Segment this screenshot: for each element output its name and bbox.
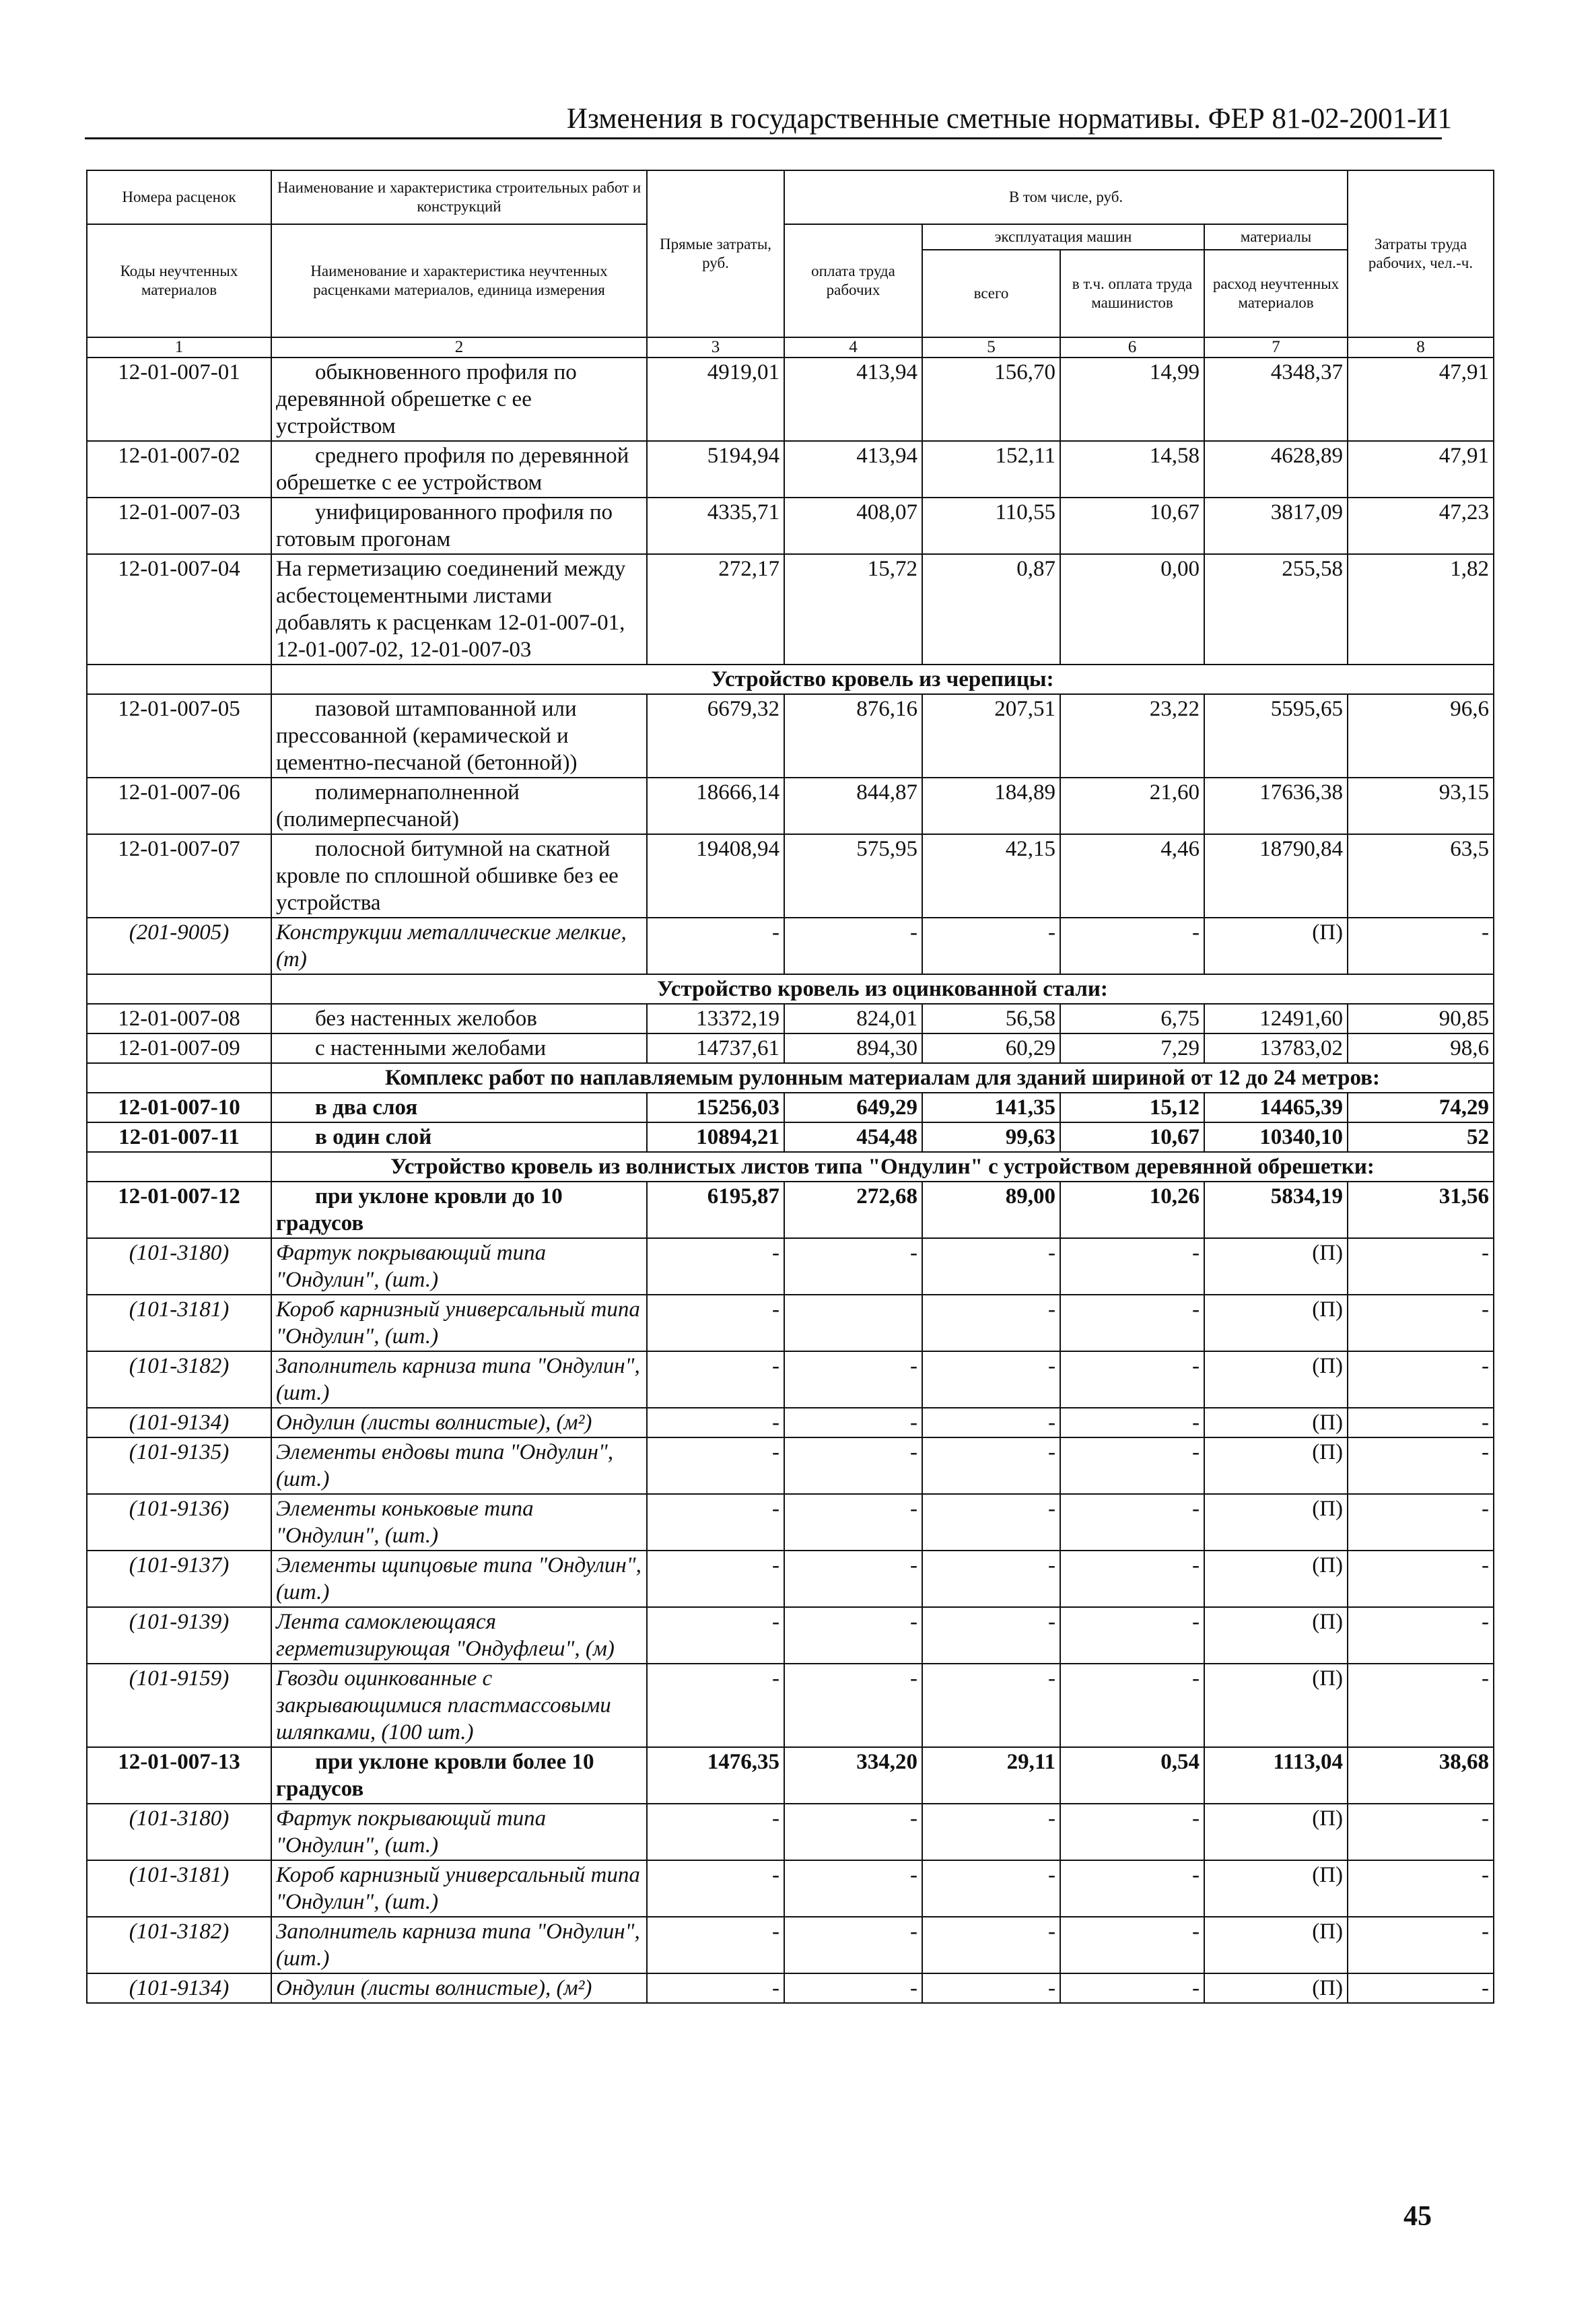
materials-value: 10340,10: [1204, 1122, 1348, 1152]
material-code: (101-9137): [87, 1551, 271, 1607]
direct-costs-value: 14737,61: [647, 1033, 784, 1063]
direct-costs-value: 5194,94: [647, 441, 784, 498]
machine-total-value: -: [922, 1551, 1060, 1607]
header-machinists-pay: в т.ч. оплата труда машинистов: [1060, 250, 1204, 337]
materials-value: (П): [1204, 1860, 1348, 1917]
material-name: Заполнитель карниза типа "Ондулин", (шт.): [271, 1917, 647, 1973]
labor-pay-value: -: [784, 1494, 922, 1551]
material-code: (101-9139): [87, 1607, 271, 1664]
labor-costs-value: 93,15: [1348, 778, 1494, 834]
machinists-pay-value: -: [1060, 1295, 1204, 1351]
rate-code: 12-01-007-12: [87, 1182, 271, 1238]
machine-total-value: 152,11: [922, 441, 1060, 498]
machine-total-value: -: [922, 1973, 1060, 2003]
machinists-pay-value: -: [1060, 1664, 1204, 1747]
material-code: (101-9134): [87, 1973, 271, 2003]
materials-value: 255,58: [1204, 554, 1348, 665]
labor-costs-value: -: [1348, 1664, 1494, 1747]
machinists-pay-value: -: [1060, 1494, 1204, 1551]
material-row: [87, 1607, 1494, 1664]
rate-code: 12-01-007-06: [87, 778, 271, 834]
column-number: 1: [87, 337, 271, 358]
direct-costs-value: 1476,35: [647, 1747, 784, 1804]
machinists-pay-value: -: [1060, 1437, 1204, 1494]
column-number: 4: [784, 337, 922, 358]
machinists-pay-value: -: [1060, 918, 1204, 974]
direct-costs-value: 10894,21: [647, 1122, 784, 1152]
machinists-pay-value: 6,75: [1060, 1004, 1204, 1033]
work-name: пазовой штампованной или прессованной (керамической и цементно-песчаной (бетонной)): [271, 694, 647, 778]
labor-costs-value: -: [1348, 918, 1494, 974]
header-materials-unaccounted: расход неучтенных материалов: [1204, 250, 1348, 337]
materials-value: 4628,89: [1204, 441, 1348, 498]
materials-value: 1113,04: [1204, 1747, 1348, 1804]
rate-row: [87, 1033, 1494, 1063]
table-header: [87, 170, 1494, 337]
labor-pay-value: -: [784, 918, 922, 974]
machine-total-value: -: [922, 1664, 1060, 1747]
material-row: [87, 918, 1494, 974]
direct-costs-value: -: [647, 1437, 784, 1494]
machine-total-value: -: [922, 1408, 1060, 1437]
work-name: при уклоне кровли более 10 градусов: [271, 1747, 647, 1804]
machinists-pay-value: 4,46: [1060, 834, 1204, 918]
material-row: [87, 1664, 1494, 1747]
machinists-pay-value: 14,58: [1060, 441, 1204, 498]
machine-total-value: 42,15: [922, 834, 1060, 918]
page-header-title: Изменения в государственные сметные нормативы. ФЕР 81-02-2001-И1: [566, 103, 1452, 135]
direct-costs-value: -: [647, 1973, 784, 2003]
direct-costs-value: -: [647, 1607, 784, 1664]
section-heading: Устройство кровель из черепицы:: [271, 665, 1494, 694]
material-name: Короб карнизный универсальный типа "Ондулин", (шт.): [271, 1860, 647, 1917]
labor-costs-value: -: [1348, 1351, 1494, 1408]
machinists-pay-value: 0,54: [1060, 1747, 1204, 1804]
rate-row: [87, 1122, 1494, 1152]
machine-total-value: 56,58: [922, 1004, 1060, 1033]
section-heading: Комплекс работ по наплавляемым рулонным материалам для зданий шириной от 12 до 24 метров:: [271, 1063, 1494, 1093]
direct-costs-value: 6195,87: [647, 1182, 784, 1238]
material-name: Элементы ендовы типа "Ондулин", (шт.): [271, 1437, 647, 1494]
material-name: Конструкции металлические мелкие, (т): [271, 918, 647, 974]
rate-row: [87, 498, 1494, 554]
direct-costs-value: -: [647, 1238, 784, 1295]
material-name: Элементы коньковые типа "Ондулин", (шт.): [271, 1494, 647, 1551]
work-name: с настенными желобами: [271, 1033, 647, 1063]
work-name: среднего профиля по деревянной обрешетке с ее устройством: [271, 441, 647, 498]
material-row: [87, 1973, 1494, 2003]
machine-total-value: 207,51: [922, 694, 1060, 778]
material-row: [87, 1408, 1494, 1437]
rate-row: [87, 1004, 1494, 1033]
machinists-pay-value: 7,29: [1060, 1033, 1204, 1063]
column-number: 5: [922, 337, 1060, 358]
work-name: при уклоне кровли до 10 градусов: [271, 1182, 647, 1238]
direct-costs-value: -: [647, 1295, 784, 1351]
material-code: (101-3181): [87, 1860, 271, 1917]
material-row: [87, 1437, 1494, 1494]
header-machine-operation: эксплуатация машин: [922, 224, 1204, 250]
rates-table: [86, 170, 1494, 2004]
section-heading: Устройство кровель из оцинкованной стали:: [271, 974, 1494, 1004]
section-heading-row: [87, 1063, 1494, 1093]
direct-costs-value: -: [647, 1917, 784, 1973]
work-name: На герметизацию соединений между асбестоцементными листами добавлять к расценкам 12-01-007-01, 12-01-007-02, 12-01-007-03: [271, 554, 647, 665]
header-rule: [85, 137, 1442, 139]
section-code-cell: [87, 974, 271, 1004]
machine-total-value: -: [922, 918, 1060, 974]
rate-row: [87, 358, 1494, 441]
section-heading: Устройство кровель из волнистых листов типа "Ондулин" с устройством деревянной обрешетки:: [271, 1152, 1494, 1182]
materials-value: (П): [1204, 1238, 1348, 1295]
labor-pay-value: 408,07: [784, 498, 922, 554]
machine-total-value: -: [922, 1804, 1060, 1860]
column-number: 6: [1060, 337, 1204, 358]
materials-value: (П): [1204, 1607, 1348, 1664]
direct-costs-value: -: [647, 1860, 784, 1917]
machine-total-value: -: [922, 1238, 1060, 1295]
header-materials: материалы: [1204, 224, 1348, 250]
material-name: Элементы щипцовые типа "Ондулин", (шт.): [271, 1551, 647, 1607]
material-code: (101-3182): [87, 1917, 271, 1973]
machine-total-value: -: [922, 1494, 1060, 1551]
labor-costs-value: 74,29: [1348, 1093, 1494, 1122]
machine-total-value: 29,11: [922, 1747, 1060, 1804]
material-code: (101-9159): [87, 1664, 271, 1747]
material-code: (101-3180): [87, 1804, 271, 1860]
work-name: обыкновенного профиля по деревянной обрешетке с ее устройством: [271, 358, 647, 441]
direct-costs-value: -: [647, 1804, 784, 1860]
work-name: полосной битумной на скатной кровле по сплошной обшивке без ее устройства: [271, 834, 647, 918]
materials-value: (П): [1204, 1917, 1348, 1973]
materials-value: (П): [1204, 1664, 1348, 1747]
machine-total-value: 156,70: [922, 358, 1060, 441]
machine-total-value: -: [922, 1917, 1060, 1973]
material-name: Лента самоклеющаяся герметизирующая "Ондуфлеш", (м): [271, 1607, 647, 1664]
labor-pay-value: 272,68: [784, 1182, 922, 1238]
labor-costs-value: 38,68: [1348, 1747, 1494, 1804]
header-machine-total: всего: [922, 250, 1060, 337]
rate-code: 12-01-007-07: [87, 834, 271, 918]
labor-costs-value: -: [1348, 1437, 1494, 1494]
work-name: в два слоя: [271, 1093, 647, 1122]
material-code: (101-3180): [87, 1238, 271, 1295]
labor-pay-value: -: [784, 1238, 922, 1295]
direct-costs-value: -: [647, 1494, 784, 1551]
section-heading-row: [87, 974, 1494, 1004]
direct-costs-value: 6679,32: [647, 694, 784, 778]
materials-value: (П): [1204, 918, 1348, 974]
labor-costs-value: -: [1348, 1494, 1494, 1551]
materials-value: (П): [1204, 1551, 1348, 1607]
column-number: 2: [271, 337, 647, 358]
rate-row: [87, 554, 1494, 665]
material-name: Фартук покрывающий типа "Ондулин", (шт.): [271, 1238, 647, 1295]
materials-value: (П): [1204, 1295, 1348, 1351]
labor-costs-value: -: [1348, 1973, 1494, 2003]
material-name: Ондулин (листы волнистые), (м²): [271, 1973, 647, 2003]
labor-costs-value: -: [1348, 1860, 1494, 1917]
labor-pay-value: 413,94: [784, 441, 922, 498]
materials-value: 13783,02: [1204, 1033, 1348, 1063]
materials-value: (П): [1204, 1494, 1348, 1551]
materials-value: (П): [1204, 1351, 1348, 1408]
column-number: 3: [647, 337, 784, 358]
material-code: (101-3181): [87, 1295, 271, 1351]
material-code: (101-9136): [87, 1494, 271, 1551]
materials-value: 17636,38: [1204, 778, 1348, 834]
machine-total-value: -: [922, 1351, 1060, 1408]
machinists-pay-value: -: [1060, 1351, 1204, 1408]
machinists-pay-value: 10,26: [1060, 1182, 1204, 1238]
labor-costs-value: -: [1348, 1295, 1494, 1351]
rate-row: [87, 1093, 1494, 1122]
machinists-pay-value: -: [1060, 1917, 1204, 1973]
labor-pay-value: -: [784, 1607, 922, 1664]
material-row: [87, 1494, 1494, 1551]
direct-costs-value: -: [647, 1408, 784, 1437]
machine-total-value: -: [922, 1437, 1060, 1494]
material-code: (101-3182): [87, 1351, 271, 1408]
machinists-pay-value: -: [1060, 1973, 1204, 2003]
rate-row: [87, 441, 1494, 498]
header-rate-numbers: Номера расценок: [87, 170, 271, 224]
labor-costs-value: 1,82: [1348, 554, 1494, 665]
labor-pay-value: -: [784, 1804, 922, 1860]
machinists-pay-value: -: [1060, 1607, 1204, 1664]
direct-costs-value: 15256,03: [647, 1093, 784, 1122]
material-row: [87, 1551, 1494, 1607]
rate-code: 12-01-007-02: [87, 441, 271, 498]
labor-costs-value: -: [1348, 1408, 1494, 1437]
direct-costs-value: 19408,94: [647, 834, 784, 918]
rate-code: 12-01-007-05: [87, 694, 271, 778]
labor-pay-value: -: [784, 1860, 922, 1917]
rate-row: [87, 694, 1494, 778]
material-name: Заполнитель карниза типа "Ондулин", (шт.): [271, 1351, 647, 1408]
material-name: Гвозди оцинкованные с закрывающимися пластмассовыми шляпками, (100 шт.): [271, 1664, 647, 1747]
labor-pay-value: 844,87: [784, 778, 922, 834]
labor-costs-value: 98,6: [1348, 1033, 1494, 1063]
rate-code: 12-01-007-10: [87, 1093, 271, 1122]
machinists-pay-value: -: [1060, 1804, 1204, 1860]
direct-costs-value: -: [647, 918, 784, 974]
machine-total-value: 110,55: [922, 498, 1060, 554]
material-code: (101-9134): [87, 1408, 271, 1437]
rate-code: 12-01-007-01: [87, 358, 271, 441]
header-material-codes: Коды неучтенных материалов: [87, 224, 271, 337]
materials-value: 4348,37: [1204, 358, 1348, 441]
material-code: (201-9005): [87, 918, 271, 974]
labor-costs-value: 90,85: [1348, 1004, 1494, 1033]
section-code-cell: [87, 665, 271, 694]
material-code: (101-9135): [87, 1437, 271, 1494]
material-row: [87, 1804, 1494, 1860]
section-code-cell: [87, 1063, 271, 1093]
labor-pay-value: 454,48: [784, 1122, 922, 1152]
machine-total-value: 60,29: [922, 1033, 1060, 1063]
page-number: 45: [1403, 2201, 1432, 2232]
labor-pay-value: -: [784, 1664, 922, 1747]
material-row: [87, 1351, 1494, 1408]
labor-pay-value: 15,72: [784, 554, 922, 665]
direct-costs-value: -: [647, 1551, 784, 1607]
material-name: Фартук покрывающий типа "Ондулин", (шт.): [271, 1804, 647, 1860]
labor-pay-value: 575,95: [784, 834, 922, 918]
header-direct-costs: Прямые затраты, руб.: [647, 170, 784, 337]
labor-costs-value: -: [1348, 1607, 1494, 1664]
rate-code: 12-01-007-13: [87, 1747, 271, 1804]
materials-value: (П): [1204, 1804, 1348, 1860]
rate-code: 12-01-007-04: [87, 554, 271, 665]
labor-pay-value: 894,30: [784, 1033, 922, 1063]
labor-pay-value: -: [784, 1917, 922, 1973]
labor-costs-value: 63,5: [1348, 834, 1494, 918]
machinists-pay-value: -: [1060, 1860, 1204, 1917]
labor-pay-value: -: [784, 1973, 922, 2003]
material-row: [87, 1295, 1494, 1351]
labor-costs-value: 96,6: [1348, 694, 1494, 778]
labor-pay-value: 824,01: [784, 1004, 922, 1033]
machine-total-value: 99,63: [922, 1122, 1060, 1152]
machinists-pay-value: -: [1060, 1551, 1204, 1607]
section-heading-row: [87, 665, 1494, 694]
materials-value: 18790,84: [1204, 834, 1348, 918]
table-body: [87, 337, 1494, 2003]
rate-code: 12-01-007-08: [87, 1004, 271, 1033]
column-numbers-row: [87, 337, 1494, 358]
direct-costs-value: 18666,14: [647, 778, 784, 834]
direct-costs-value: 272,17: [647, 554, 784, 665]
work-name: унифицированного профиля по готовым прогонам: [271, 498, 647, 554]
machine-total-value: -: [922, 1295, 1060, 1351]
materials-value: 12491,60: [1204, 1004, 1348, 1033]
materials-value: 5834,19: [1204, 1182, 1348, 1238]
machinists-pay-value: 10,67: [1060, 1122, 1204, 1152]
machine-total-value: 0,87: [922, 554, 1060, 665]
labor-pay-value: 649,29: [784, 1093, 922, 1122]
machinists-pay-value: 14,99: [1060, 358, 1204, 441]
rate-row: [87, 778, 1494, 834]
labor-costs-value: 52: [1348, 1122, 1494, 1152]
work-name: без настенных желобов: [271, 1004, 647, 1033]
labor-costs-value: -: [1348, 1551, 1494, 1607]
direct-costs-value: -: [647, 1351, 784, 1408]
direct-costs-value: 4919,01: [647, 358, 784, 441]
work-name: полимернаполненной (полимерпесчаной): [271, 778, 647, 834]
labor-pay-value: -: [784, 1437, 922, 1494]
machinists-pay-value: 15,12: [1060, 1093, 1204, 1122]
header-work-name: Наименование и характеристика строительных работ и конструкций: [271, 170, 647, 224]
rate-row: [87, 1182, 1494, 1238]
machinists-pay-value: 23,22: [1060, 694, 1204, 778]
materials-value: 14465,39: [1204, 1093, 1348, 1122]
labor-pay-value: -: [784, 1408, 922, 1437]
section-heading-row: [87, 1152, 1494, 1182]
column-number: 7: [1204, 337, 1348, 358]
labor-pay-value: 413,94: [784, 358, 922, 441]
column-number: 8: [1348, 337, 1494, 358]
material-row: [87, 1238, 1494, 1295]
labor-costs-value: -: [1348, 1238, 1494, 1295]
rate-row: [87, 834, 1494, 918]
rate-row: [87, 1747, 1494, 1804]
header-material-name: Наименование и характеристика неучтенных расценками материалов, единица измерения: [271, 224, 647, 337]
labor-pay-value: 876,16: [784, 694, 922, 778]
machinists-pay-value: 21,60: [1060, 778, 1204, 834]
rate-code: 12-01-007-11: [87, 1122, 271, 1152]
machine-total-value: 89,00: [922, 1182, 1060, 1238]
header-labor-pay: оплата труда рабочих: [784, 224, 922, 337]
direct-costs-value: 13372,19: [647, 1004, 784, 1033]
materials-value: (П): [1204, 1973, 1348, 2003]
labor-costs-value: -: [1348, 1804, 1494, 1860]
direct-costs-value: 4335,71: [647, 498, 784, 554]
rate-code: 12-01-007-09: [87, 1033, 271, 1063]
labor-pay-value: 334,20: [784, 1747, 922, 1804]
machinists-pay-value: 10,67: [1060, 498, 1204, 554]
machinists-pay-value: 0,00: [1060, 554, 1204, 665]
material-row: [87, 1860, 1494, 1917]
labor-costs-value: 47,91: [1348, 441, 1494, 498]
machinists-pay-value: -: [1060, 1238, 1204, 1295]
labor-costs-value: 31,56: [1348, 1182, 1494, 1238]
materials-value: (П): [1204, 1408, 1348, 1437]
machine-total-value: -: [922, 1860, 1060, 1917]
material-row: [87, 1917, 1494, 1973]
labor-pay-value: [784, 1295, 922, 1351]
machine-total-value: 184,89: [922, 778, 1060, 834]
header-including: В том числе, руб.: [784, 170, 1348, 224]
work-name: в один слой: [271, 1122, 647, 1152]
machine-total-value: 141,35: [922, 1093, 1060, 1122]
labor-pay-value: -: [784, 1351, 922, 1408]
labor-costs-value: 47,91: [1348, 358, 1494, 441]
material-name: Короб карнизный универсальный типа "Ондулин", (шт.): [271, 1295, 647, 1351]
labor-costs-value: 47,23: [1348, 498, 1494, 554]
machine-total-value: -: [922, 1607, 1060, 1664]
materials-value: 5595,65: [1204, 694, 1348, 778]
direct-costs-value: -: [647, 1664, 784, 1747]
header-labor-costs: Затраты труда рабочих, чел.-ч.: [1348, 170, 1494, 337]
rate-code: 12-01-007-03: [87, 498, 271, 554]
section-code-cell: [87, 1152, 271, 1182]
material-name: Ондулин (листы волнистые), (м²): [271, 1408, 647, 1437]
materials-value: 3817,09: [1204, 498, 1348, 554]
labor-costs-value: -: [1348, 1917, 1494, 1973]
materials-value: (П): [1204, 1437, 1348, 1494]
machinists-pay-value: -: [1060, 1408, 1204, 1437]
labor-pay-value: -: [784, 1551, 922, 1607]
